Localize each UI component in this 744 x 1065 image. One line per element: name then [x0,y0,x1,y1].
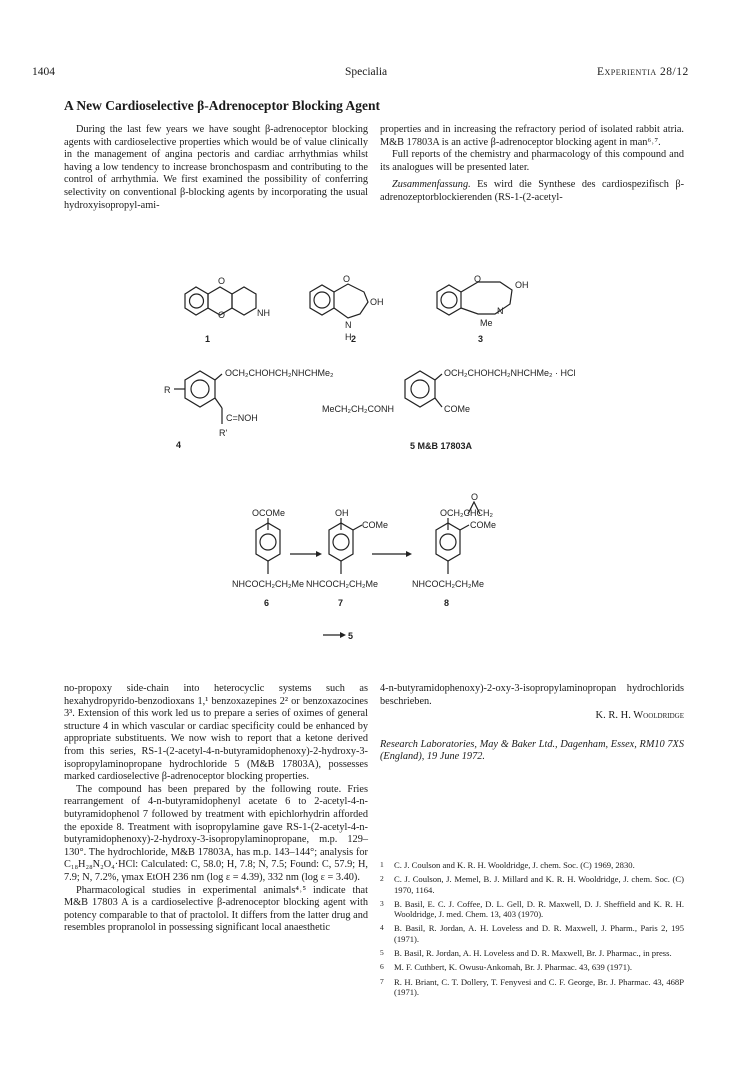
c4-side-chain: OCH₂CHOHCH₂NHCHMe₂ [225,368,334,378]
compound-3-label: 3 [478,334,484,344]
article-title: A New Cardioselective β-Adrenoceptor Blocking Agent [64,98,380,113]
compound-6-label: 6 [264,598,270,608]
compound-5-final-label: 5 [348,631,354,641]
compound-5-structure [405,371,442,407]
compound-2-label: 2 [351,334,357,344]
intro-paragraph: During the last few years we have sought β-adrenoceptor blocking agents with cardioselective properties which would be of value clinically in the management of angina pectoris and cardiac arrhythmias whilst having a low tendency to increase bronchospasm and contributing to the control of arrhythmia. We first examined the possibility of conferring selectivity on conventional β-blocking agents by incorporating the usual hydroxyisopropyl-ami- [64,124,368,211]
compound-4-label: 4 [176,440,182,450]
c7-amide: NHCOCH₂CH₂Me [306,579,378,589]
c4-oxime: C=NOH [226,413,258,423]
intro-right-paragraph-1: properties and in increasing the refractory period of isolated rabbit atria. M&B 17803A is an active β-adrenoceptor blocking agent in man⁶˒⁷. [380,124,684,148]
c3-oxygen: O [474,274,482,284]
compound-7-label: 7 [338,598,344,608]
author-affiliation: Research Laboratories, May & Baker Ltd., Dagenham, Essex, RM10 7XS (England), 19 June 1972. [380,738,684,763]
c4-r-group: R [164,385,171,395]
c7-acetyl: COMe [362,520,389,530]
c1-oxygen-bottom: O [218,310,226,320]
body-paragraph-1: no-propoxy side-chain into heterocyclic systems such as hexahydropyrido-benzodioxans 1,¹ benzoxazepines 2² or benzoxazocines 3³. Extension of this work led us to prepare a series of oximes of general structure 4 in which vascular or cardiac specificity could be enhanced by appropriate substituents. We now wish to report that a ketone derived from this series, RS-1-(2-acetyl-4-n-butyramidophenoxy)-2-hydroxy-3-isopropylaminopropane hydrochloride 5 (M&B 17803A), possesses marked cardioselective β-adrenoceptor blocking properties. [64,683,368,783]
intro-left-column [64,124,368,212]
zusammenfassung-text: Es wird die Synthese des cardiospezifisch β-adrenozeptorblockierenden (RS-1-(2-acetyl- [380,179,684,203]
zusammenfassung-paragraph [380,179,684,204]
chemical-scheme [0,262,744,642]
c2-nitrogen: N [345,320,352,330]
zusammenfassung-continued: 4-n-butyramidophenoxy)-2-oxy-3-isopropylaminopropan hydrochlorids beschrieben. [380,683,684,707]
c3-oh-group: OH [515,280,529,290]
page-number: 1404 [32,66,55,78]
intro-right-column [380,124,684,205]
compound-5-label: 5 M&B 17803A [410,441,473,451]
c6-amide: NHCOCH₂CH₂Me [232,579,304,589]
author-signature: K. R. H. Wooldridge [595,710,684,722]
section-name: Specialia [345,66,388,78]
reference-item: 7 R. H. Briant, C. T. Dollery, T. Fenyvesi and C. F. George, Br. J. Pharmac. 43, 468P (1971). [380,976,684,997]
c6-acetate: OCOMe [252,508,286,518]
compound-7-structure [329,518,362,574]
reference-item: 2 C. J. Coulson, J. Memel, B. J. Millard and K. R. H. Wooldridge, J. chem. Soc. (C) 1970, 1164. [380,874,684,895]
c3-methyl: Me [480,318,493,328]
c5-acetyl: COMe [444,404,471,414]
reference-item: 3 B. Basil, E. C. J. Coffee, D. L. Gell, D. R. Maxwell, D. J. Sheffield and K. R. H. Wooldridge, J. med. Chem. 13, 403 (1970). [380,898,684,920]
reference-item: 6 M. F. Cuthbert, K. Owusu-Ankomah, Br. J. Pharmac. 43, 639 (1971). [380,962,633,973]
compound-8-label: 8 [444,598,450,608]
compound-2-structure [310,284,368,318]
c8-amide: NHCOCH₂CH₂Me [412,579,484,589]
c8-epoxide-oxygen: O [471,492,479,502]
c2-hydrogen: H [345,332,352,342]
c7-hydroxyl: OH [335,508,349,518]
c8-acetyl: COMe [470,520,497,530]
zusammenfassung-label: Zusammenfassung. [392,179,471,191]
c5-side-chain: OCH₂CHOHCH₂NHCHMe₂ · HCl [444,368,576,378]
c1-oxygen-top: O [218,276,226,286]
intro-right-paragraph-2: Full reports of the chemistry and pharmacology of this compound and its analogues will be presented later. [380,149,684,173]
compound-4-structure [174,371,222,424]
body-right-column [380,683,684,1001]
body-paragraph-3: Pharmacological studies in experimental animals⁴˒⁵ indicate that M&B 17803 A is a cardioselective β-adrenoceptor blocking agent with potency comparable to that of practolol. It differs from the latter drug and resembles propranolol in possessing significant local anaesthetic [64,884,368,934]
compound-1-label: 1 [205,334,211,344]
c3-nitrogen: N [497,306,504,316]
reference-item: 4 B. Basil, R. Jordan, A. H. Loveless and D. R. Maxwell, J. Pharm., Paris 2, 195 (1971). [380,923,684,944]
reference-item: 1 C. J. Coulson and K. R. H. Wooldridge, J. chem. Soc. (C) 1969, 2830. [380,859,635,870]
c2-oxygen: O [343,274,351,284]
references-list [380,860,684,997]
c5-amide: MeCH₂CH₂CONH [322,404,394,414]
body-paragraph-2: The compound has been prepared by the following route. Fries rearrangement of 4-n-butyramidophenyl acetate 6 to 2-acetyl-4-n-butyramidophenol 7 followed by treatment with epichlorhydrin afforded the epoxide 8. Treatment with isopropylamine gave RS-1-(2-acetyl-4-n-butyramidophenoxy)-2-hydroxy-3-isopropylaminopropane, m.p. 129–130°. The hydrochloride, M&B 17803A, has m.p. 143–144°; analysis for C₁₈H₂₈N₂O₄·HCl: Calculated: C, 58.0; H, 7.8; N, 7.5; Found: C, 57.9; H, 7.9; N, 7.2%, γmax EtOH 236 nm (log ε = 4.39), 332 nm (log ε = 3.40). [64,783,368,883]
compound-6-structure [256,518,280,574]
journal-name: Experientia 28/12 [597,66,689,78]
c8-epoxide: OCH₂CHCH₂ [440,508,493,518]
body-left-column [64,683,368,935]
c1-nh-group: NH [257,308,270,318]
c4-r-prime: R' [219,428,228,438]
c2-oh-group: OH [370,297,384,307]
reference-item: 5 B. Basil, R. Jordan, A. H. Loveless and D. R. Maxwell, Br. J. Pharmac., in press. [380,948,672,959]
